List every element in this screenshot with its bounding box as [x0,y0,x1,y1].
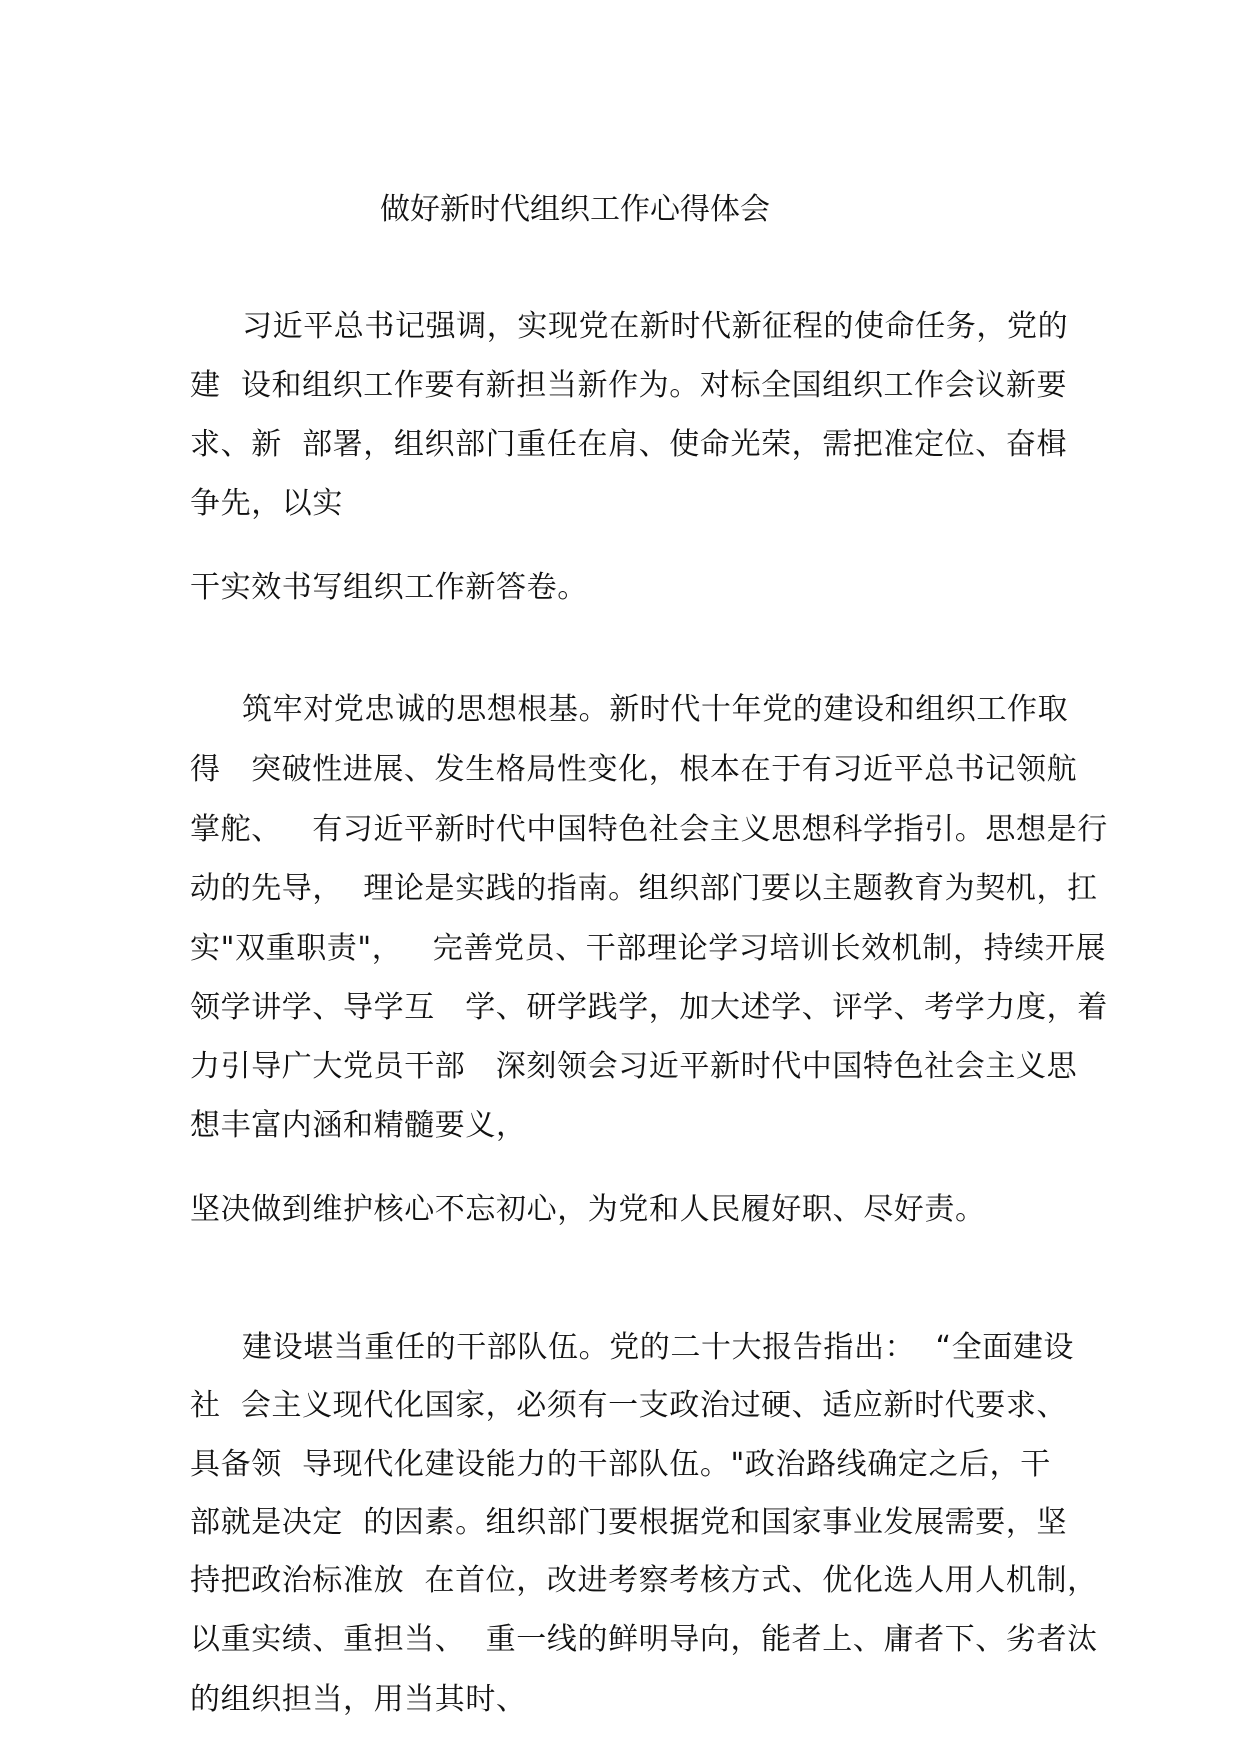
paragraph-1-line-1: 习近平总书记强调，实现党在新时代新征程的使命任务，党的 [242,309,1069,344]
document-title: 做好新时代组织工作心得体会 [380,192,770,227]
paragraph-1-line-5: 干实效书写组织工作新答卷。 [190,570,588,605]
paragraph-1-line-4: 争先，以实 [190,486,343,521]
paragraph-3-line-3: 具备领 导现代化建设能力的干部队伍。"政治路线确定之后，干 [190,1447,1051,1482]
paragraph-3-line-4: 部就是决定 的因素。组织部门要根据党和国家事业发展需要，坚 [190,1505,1068,1540]
paragraph-3-line-7: 的组织担当，用当其时、 [190,1682,527,1717]
paragraph-1-line-3: 求、新 部署，组织部门重任在肩、使命光荣，需把准定位、奋楫 [190,427,1068,462]
paragraph-2-line-1: 筑牢对党忠诚的思想根基。新时代十年党的建设和组织工作取 [242,692,1069,727]
paragraph-2-line-6: 领学讲学、导学互 学、研学践学，加大述学、评学、考学力度，着 [190,990,1108,1025]
paragraph-2-line-7: 力引导广大党员干部 深刻领会习近平新时代中国特色社会主义思 [190,1049,1078,1084]
paragraph-1-line-2: 建 设和组织工作要有新担当新作为。对标全国组织工作会议新要 [190,368,1068,403]
paragraph-3-line-5: 持把政治标准放 在首位，改进考察考核方式、优化选人用人机制， [190,1563,1098,1598]
paragraph-2-line-5: 实"双重职责"， 完善党员、干部理论学习培训长效机制，持续开展 [190,931,1107,966]
paragraph-2-line-8: 想丰富内涵和精髓要义， [190,1108,527,1143]
paragraph-3-line-1: 建设堪当重任的干部队伍。党的二十大报告指出： “全面建设 [242,1330,1075,1365]
paragraph-2-line-4: 动的先导， 理论是实践的指南。组织部门要以主题教育为契机，扛 [190,871,1098,906]
paragraph-3-line-6: 以重实绩、重担当、 重一线的鲜明导向，能者上、庸者下、劣者汰 [190,1622,1098,1657]
paragraph-2-line-3: 掌舵、 有习近平新时代中国特色社会主义思想科学指引。思想是行 [190,812,1108,847]
paragraph-2-line-2: 得 突破性进展、发生格局性变化，根本在于有习近平总书记领航 [190,752,1078,787]
paragraph-3-line-2: 社 会主义现代化国家，必须有一支政治过硬、适应新时代要求、 [190,1388,1068,1423]
paragraph-2-line-9: 坚决做到维护核心不忘初心，为党和人民履好职、尽好责。 [190,1192,986,1227]
